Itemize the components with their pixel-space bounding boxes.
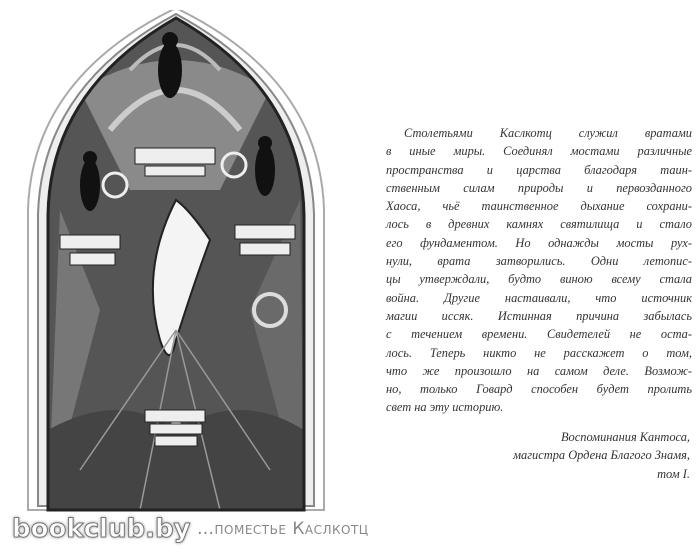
- attribution: [513, 428, 690, 483]
- watermark: bookclub.by: [12, 514, 191, 544]
- text-line: в иные миры. Соединял мостами различные: [386, 144, 692, 159]
- text-line: но, только Говард способен будет пролить: [386, 382, 692, 397]
- text-line: лось в древних камнях святилища и стало: [386, 217, 692, 232]
- text-line: ственным силам природы и первозданного: [386, 180, 692, 195]
- text-line: что же произошло на самом деле. Возмож-: [386, 363, 692, 378]
- text-line: Хаоса, чьё таинственное дыхание сохрани-: [386, 199, 692, 214]
- text-line: магии иссяк. Истинная причина забылась: [386, 308, 692, 323]
- text-line: цы утверждали, будто виною всему стала: [386, 272, 692, 287]
- attribution-line: том I.: [657, 466, 690, 481]
- body-paragraph: [386, 124, 692, 417]
- text-line: его фундаментом. Но однажды мосты рух-: [386, 235, 692, 250]
- text-line: нули, врата затворились. Одни летопис-: [386, 254, 692, 269]
- text-line: лось. Теперь никто не расскажет о том,: [386, 345, 692, 360]
- text-line: свет на эту историю.: [386, 400, 504, 415]
- stained-glass-illustration: [20, 10, 332, 515]
- text-line: Столетьями Каслкотц служил вратами: [404, 126, 692, 140]
- illustration-caption: …поместье Каслкотц: [197, 519, 369, 539]
- text-line: с течением времени. Свидетелей не оста-: [386, 327, 692, 342]
- attribution-line: Воспоминания Кантоса,: [560, 430, 690, 444]
- attribution-line: магистра Ордена Благого Знамя,: [513, 448, 690, 463]
- text-line: война. Другие настаивали, что источник: [386, 290, 692, 305]
- text-line: пространства и царства благодаря таин-: [386, 162, 692, 177]
